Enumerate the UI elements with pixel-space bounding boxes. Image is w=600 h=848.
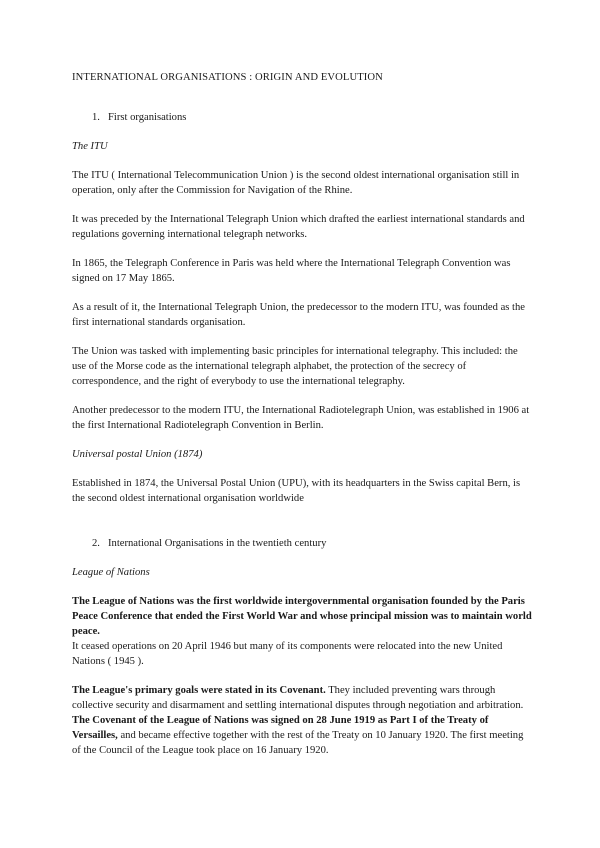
paragraph: It was preceded by the International Telegraph Union which drafted the earliest international standards and regulations governing international telegraph networks.	[72, 214, 525, 240]
paragraph: As a result of it, the International Telegraph Union, the predecessor to the modern ITU, was founded as the first international standards organisation.	[72, 302, 525, 328]
paragraph: It ceased operations on 20 April 1946 but many of its components were relocated into the new United Nations ( 1945 ).	[72, 641, 503, 667]
spacer	[72, 520, 532, 536]
section-title: International Organisations in the twentieth century	[108, 538, 327, 549]
paragraph: The Union was tasked with implementing basic principles for international telegraphy. This included: the use of the Morse code as the international telegraph alphabet, the protection of the secrecy of correspondence, and the right of everybody to use the international telegraphy.	[72, 346, 518, 387]
section-heading-first-organisations	[72, 110, 532, 125]
subheading-itu: The ITU	[72, 141, 108, 152]
paragraph	[72, 713, 532, 758]
bold-text: The Covenant of the League of Nations was signed on 28 June 1919 as Part I of the Treaty of Versailles,	[72, 715, 489, 741]
section-heading-twentieth-century	[72, 536, 532, 551]
section-title: First organisations	[108, 112, 187, 123]
document-page	[72, 70, 532, 758]
paragraph	[72, 683, 532, 713]
bold-text: The League's primary goals were stated in its Covenant.	[72, 685, 326, 696]
paragraph: In 1865, the Telegraph Conference in Paris was held where the International Telegraph Convention was signed on 17 May 1865.	[72, 258, 511, 284]
subheading-league-of-nations: League of Nations	[72, 567, 150, 578]
paragraph: Another predecessor to the modern ITU, the International Radiotelegraph Union, was established in 1906 at the first International Radiotelegraph Convention in Berlin.	[72, 405, 530, 431]
paragraph-bold	[72, 594, 532, 639]
document-title: INTERNATIONAL ORGANISATIONS : ORIGIN AND EVOLUTION	[72, 72, 383, 83]
section-number: 1.	[92, 112, 100, 123]
paragraph-text: and became effective together with the rest of the Treaty on 10 January 1920. The first meeting of the Council of the League took place on 16 January 1920.	[72, 730, 524, 756]
subheading-upu: Universal postal Union (1874)	[72, 449, 203, 460]
section-number: 2.	[92, 538, 100, 549]
bold-text: The League of Nations was the first worldwide intergovernmental organisation founded by the Paris Peace Conference that ended the First World War and whose principal mission was to maintain world peace.	[72, 596, 532, 637]
paragraph-text: They included preventing wars through collective security and disarmament and settling international disputes through negotiation and arbitration.	[72, 685, 524, 711]
paragraph: Established in 1874, the Universal Postal Union (UPU), with its headquarters in the Swiss capital Bern, is the second oldest international organisation worldwide	[72, 478, 521, 504]
paragraph: The ITU ( International Telecommunication Union ) is the second oldest international organisation still in operation, only after the Commission for Navigation of the Rhine.	[72, 170, 520, 196]
